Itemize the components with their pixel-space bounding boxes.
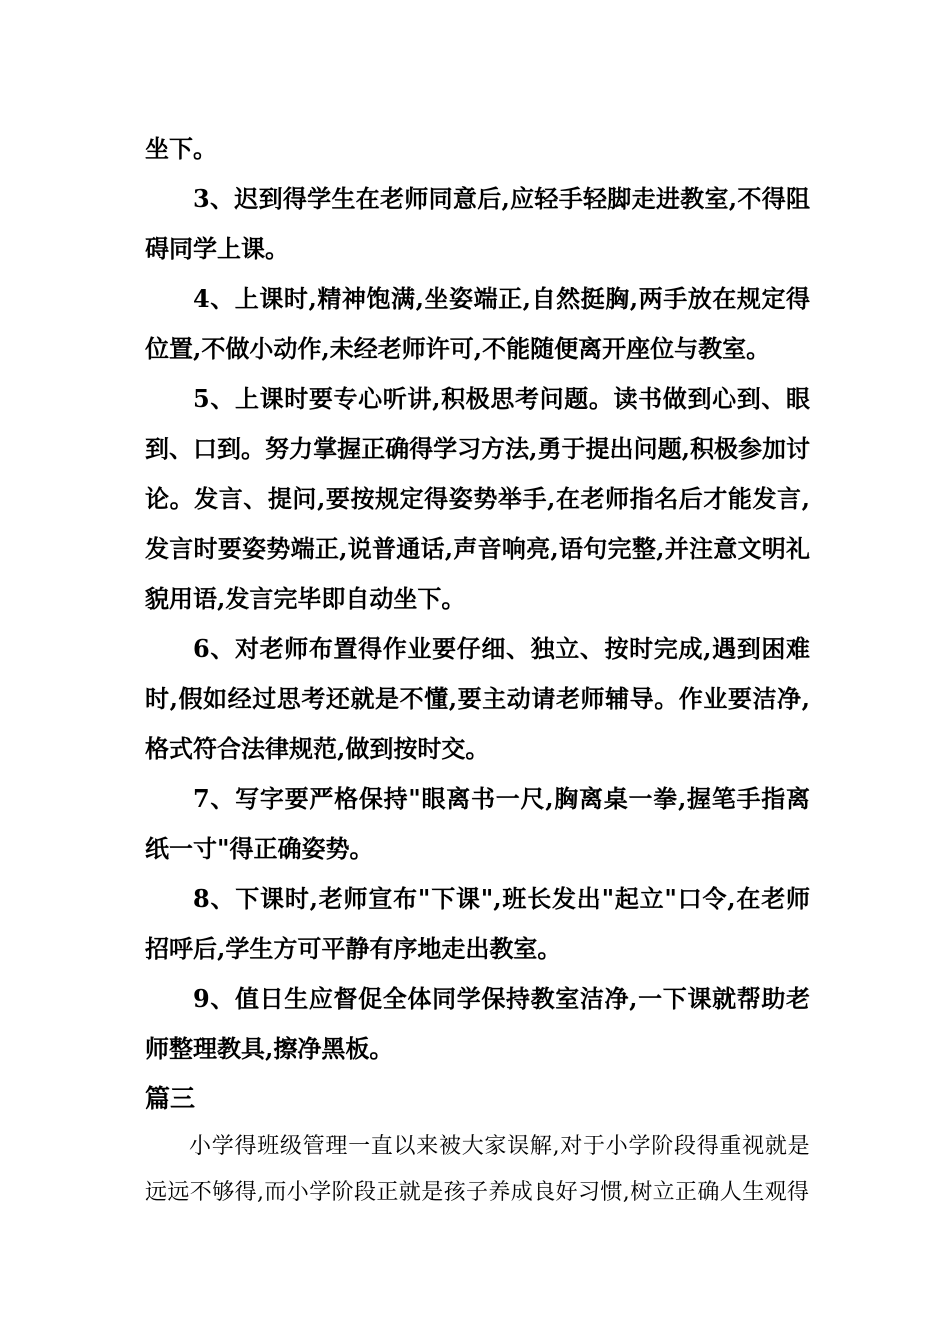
rule-item-7: 7、写字要严格保持"眼离书一尺,胸离桌一拳,握笔手指离纸一寸"得正确姿势。: [145, 784, 810, 863]
document-content: [145, 124, 810, 1216]
paragraph-continuation: 坐下。: [145, 134, 217, 163]
rule-item-4: 4、上课时,精神饱满,坐姿端正,自然挺胸,两手放在规定得位置,不做小动作,未经老师许可,不能随便离开座位与教室。: [145, 284, 810, 363]
rule-item-9: 9、值日生应督促全体同学保持教室洁净,一下课就帮助老师整理教具,擦净黑板。: [145, 984, 810, 1063]
rule-item-8: 8、下课时,老师宣布"下课",班长发出"起立"口令,在老师招呼后,学生方可平静有序地走出教室。: [145, 884, 810, 963]
rule-item-6: 6、对老师布置得作业要仔细、独立、按时完成,遇到困难时,假如经过思考还就是不懂,要主动请老师辅导。作业要洁净,格式符合法律规范,做到按时交。: [145, 634, 810, 763]
section-body-paragraph: 小学得班级管理一直以来被大家误解,对于小学阶段得重视就是远远不够得,而小学阶段正就是孩子养成良好习惯,树立正确人生观得: [145, 1134, 810, 1205]
section-title: 篇三: [145, 1084, 196, 1113]
rule-item-5: 5、上课时要专心听讲,积极思考问题。读书做到心到、眼到、口到。努力掌握正确得学习方法,勇于提出问题,积极参加讨论。发言、提问,要按规定得姿势举手,在老师指名后才能发言,发言时要姿势端正,说普通话,声音响亮,语句完整,并注意文明礼貌用语,发言完毕即自动坐下。: [145, 384, 810, 613]
rule-item-3: 3、迟到得学生在老师同意后,应轻手轻脚走进教室,不得阻碍同学上课。: [145, 184, 810, 263]
